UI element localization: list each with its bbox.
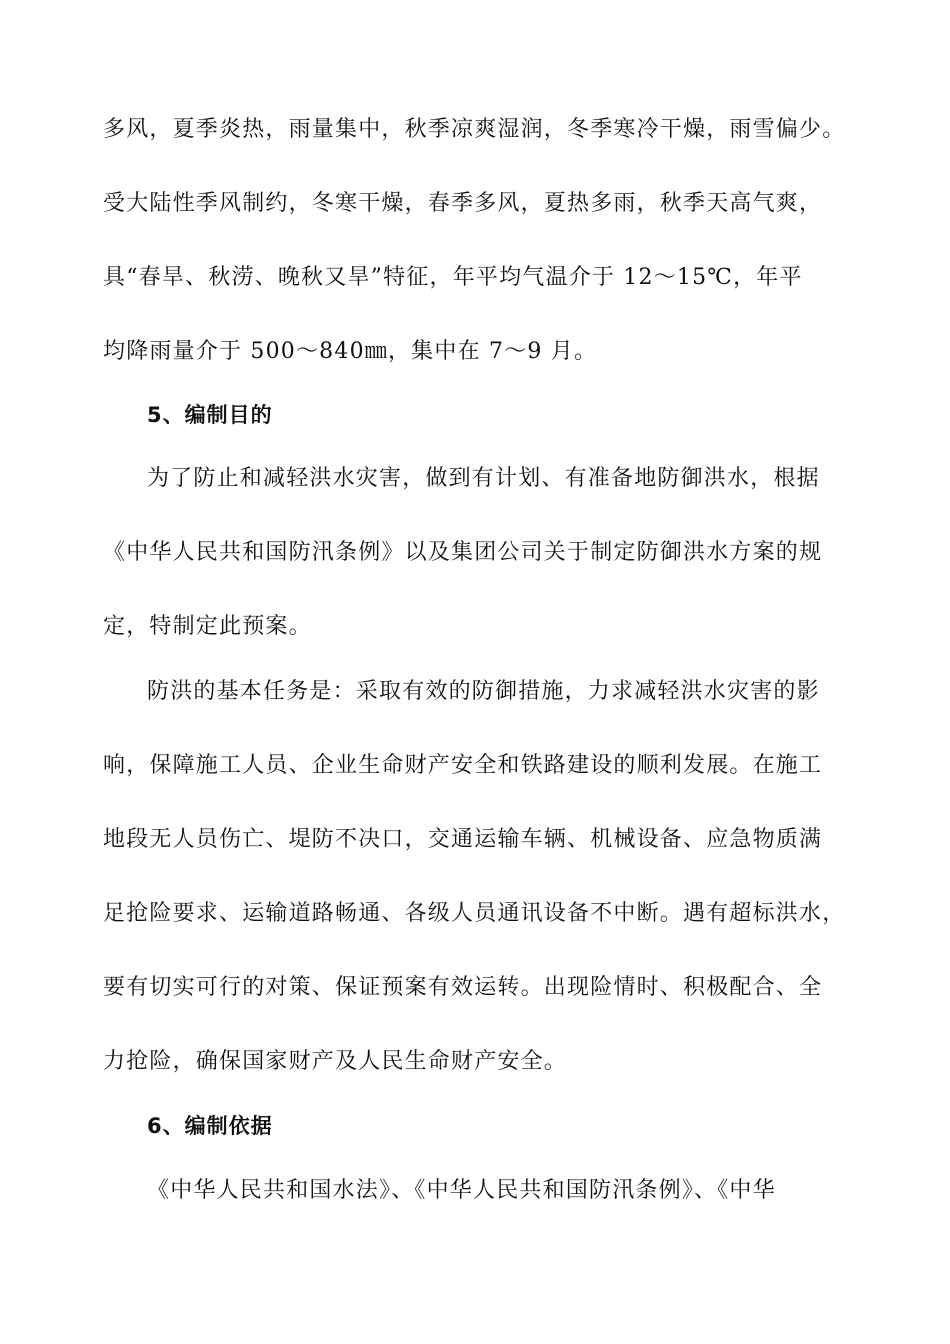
task-line-2: 响，保障施工人员、企业生命财产安全和铁路建设的顺利发展。在施工: [103, 753, 823, 778]
task-line-6: 力抢险，确保国家财产及人民生命财产安全。: [103, 1049, 568, 1074]
basis-line-1: 《中华人民共和国水法》、《中华人民共和国防汛条例》、《中华: [147, 1178, 776, 1203]
climate-line-1: 多风，夏季炎热，雨量集中，秋季凉爽湿润，冬季寒冷干燥，雨雪偏少。: [103, 117, 846, 142]
climate-line-2: 受大陆性季风制约，冬寒干燥，春季多风，夏热多雨，秋季天高气爽，: [103, 191, 823, 216]
task-line-4: 足抢险要求、运输道路畅通、各级人员通讯设备不中断。遇有超标洪水，: [103, 901, 846, 926]
climate-line-4: 均降雨量介于 500～840㎜，集中在 7～9 月。: [103, 339, 598, 364]
task-line-5: 要有切实可行的对策、保证预案有效运转。出现险情时、积极配合、全: [103, 975, 823, 1000]
task-line-3: 地段无人员伤亡、堤防不决口，交通运输车辆、机械设备、应急物质满: [103, 827, 823, 852]
purpose-line-3: 定，特制定此预案。: [103, 614, 312, 639]
purpose-line-2: 《中华人民共和国防汛条例》以及集团公司关于制定防御洪水方案的规: [103, 540, 823, 565]
purpose-line-1: 为了防止和减轻洪水灾害，做到有计划、有准备地防御洪水，根据: [147, 466, 820, 491]
section-5-heading: 5、编制目的: [147, 403, 273, 427]
section-6-heading: 6、编制依据: [147, 1114, 273, 1138]
climate-line-3: 具“春旱、秋涝、晚秋又旱”特征，年平均气温介于 12～15℃，年平: [103, 265, 803, 290]
task-line-1: 防洪的基本任务是：采取有效的防御措施，力求减轻洪水灾害的影: [147, 679, 820, 704]
